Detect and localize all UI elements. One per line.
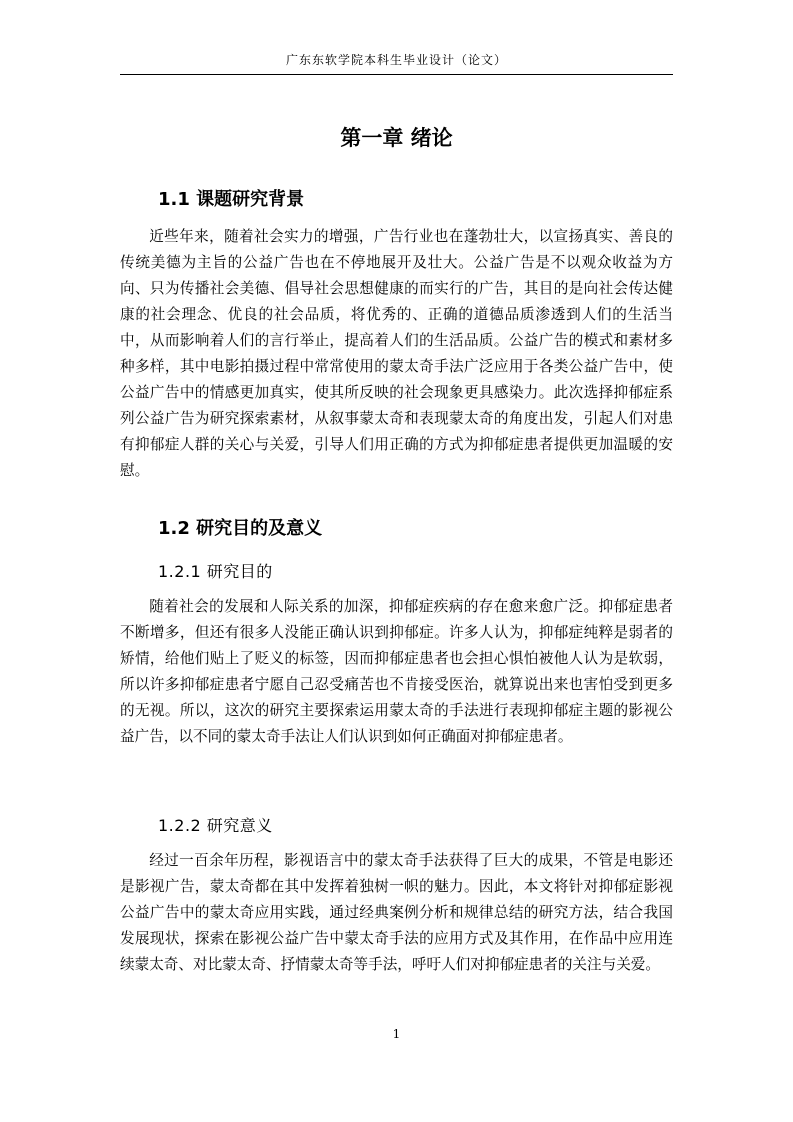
chapter-title: 第一章 绪论 bbox=[340, 126, 453, 150]
paragraph-background: 近些年来，随着社会实力的增强，广告行业也在蓬勃壮大，以宣扬真实、善良的传统美德为主旨的公益广告也在不停地展开及壮大。公益广告是不以观众收益为方向、只为传播社会美德、倡导社会思想健康的而实行的广告，其目的是向社会传达健康的社会理念、优良的社会品质，将优秀的、正确的道德品质渗透到人们的生活当中，从而影响着人们的言行举止，提高着人们的生活品质。公益广告的模式和素材多种多样，其中电影拍摄过程中常常使用的蒙太奇手法广泛应用于各类公益广告中，使公益广告中的情感更加真实，使其所反映的社会现象更具感染力。此次选择抑郁症系列公益广告为研究探索素材，从叙事蒙太奇和表现蒙太奇的角度出发，引起人们对患有抑郁症人群的关心与关爱，引导人们用正确的方式为抑郁症患者提供更加温暖的安慰。 bbox=[120, 228, 673, 479]
section-heading-1-2-1: 1.2.1 研究目的 bbox=[158, 562, 273, 581]
section-heading-1-1: 1.1 课题研究背景 bbox=[158, 189, 305, 210]
page-header: 广东东软学院本科生毕业设计（论文） bbox=[120, 50, 673, 75]
page-number: 1 bbox=[392, 1027, 401, 1041]
paragraph-significance: 经过一百余年历程，影视语言中的蒙太奇手法获得了巨大的成果，不管是电影还是影视广告，蒙太奇都在其中发挥着独树一帜的魅力。因此，本文将针对抑郁症影视公益广告中的蒙太奇应用实践，通过经典案例分析和规律总结的研究方法，结合我国发展现状，探索在影视公益广告中蒙太奇手法的应用方式及其作用，在作品中应用连续蒙太奇、对比蒙太奇、抒情蒙太奇等手法，呼吁人们对抑郁症患者的关注与关爱。 bbox=[120, 852, 673, 973]
section-heading-1-2-2: 1.2.2 研究意义 bbox=[158, 816, 273, 835]
paragraph-purpose: 随着社会的发展和人际关系的加深，抑郁症疾病的存在愈来愈广泛。抑郁症患者不断增多，但还有很多人没能正确认识到抑郁症。许多人认为，抑郁症纯粹是弱者的矫情，给他们贴上了贬义的标签，因而抑郁症患者也会担心惧怕被他人认为是软弱，所以许多抑郁症患者宁愿自己忍受痛苦也不肯接受医治，就算说出来也害怕受到更多的无视。所以，这次的研究主要探索运用蒙太奇的手法进行表现抑郁症主题的影视公益广告，以不同的蒙太奇手法让人们认识到如何正确面对抑郁症患者。 bbox=[120, 598, 673, 745]
section-heading-1-2: 1.2 研究目的及意义 bbox=[158, 518, 323, 539]
